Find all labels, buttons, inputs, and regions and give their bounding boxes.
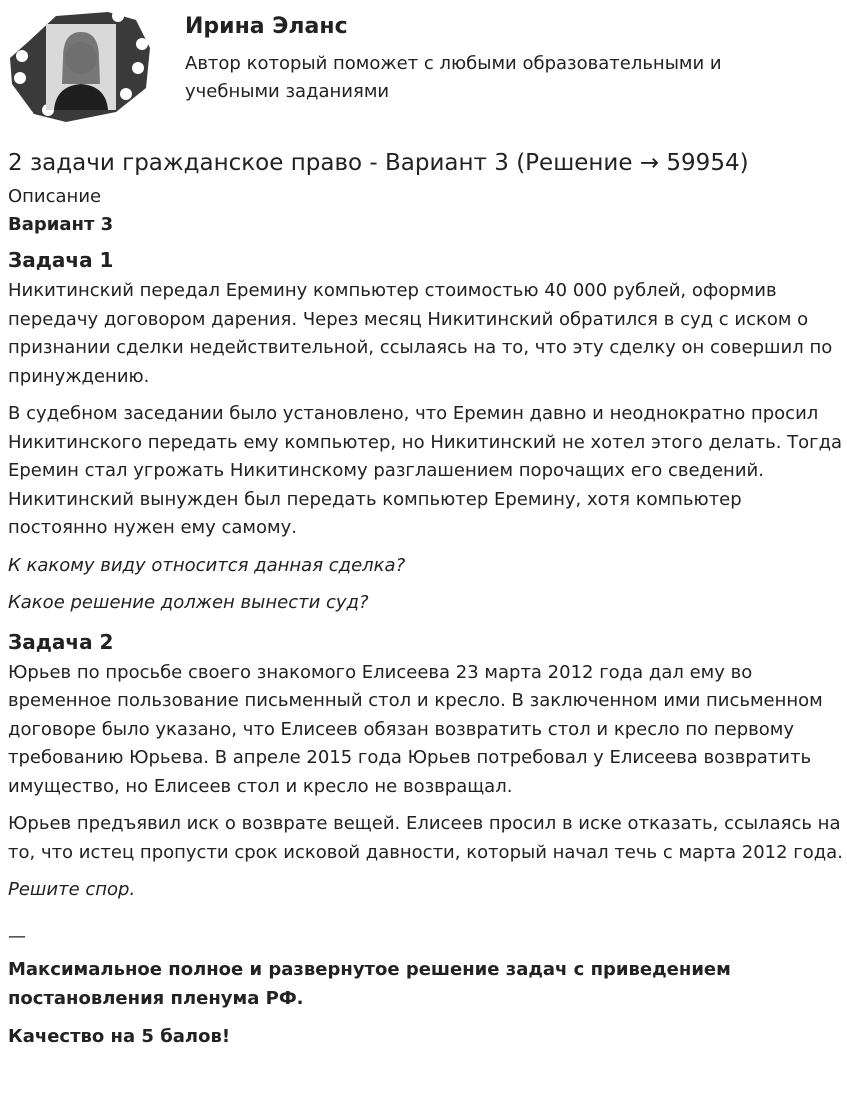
- task-2-question: Решите спор.: [8, 879, 136, 900]
- author-name[interactable]: Ирина Эланс: [185, 14, 348, 39]
- quality-note: Качество на 5 балов!: [8, 1025, 231, 1047]
- page-title: 2 задачи гражданское право - Вариант 3 (Решение → 59954): [8, 150, 749, 176]
- author-avatar-icon: [8, 6, 153, 126]
- solution-note: Максимальное полное и развернутое решение задач с приведением постановления пленума РФ.: [8, 958, 731, 1009]
- task-1-question: Какое решение должен вынести суд?: [8, 592, 369, 613]
- variant-label: Вариант 3: [8, 214, 114, 235]
- task-1-question: К какому виду относится данная сделка?: [8, 554, 406, 576]
- author-description: Автор который поможет с любыми образовательными и учебными заданиями: [185, 53, 722, 102]
- separator-dash: —: [8, 925, 26, 947]
- task-2-paragraph: Юрьев по просьбе своего знакомого Елисеева 23 марта 2012 года дал ему во временное пользование письменный стол и кресло. В заключенном ими письменном договоре было указано, что Елисеев обязан возвратить стол и кресло по первому требованию Юрьева. В апреле 2015 года Юрьев потребовал у Елисеева возвратить имущество, но Елисеев стол и кресло не возвращал.: [8, 661, 823, 797]
- author-block: [0, 0, 847, 135]
- task-1-paragraph: Никитинский передал Еремину компьютер стоимостью 40 000 рублей, оформив передачу договором дарения. Через месяц Никитинский обратился в суд с иском о признании сделки недействительной, ссылаясь на то, что эту сделку он совершил по принуждению.: [8, 280, 833, 387]
- task-2-heading: Задача 2: [8, 629, 114, 654]
- description-label: Описание: [8, 186, 102, 207]
- task-1-heading: Задача 1: [8, 248, 114, 272]
- task-2-paragraph: Юрьев предъявил иск о возврате вещей. Елисеев просил в иске отказать, ссылаясь на то, что истец пропусти срок исковой давности, который начал течь с марта 2012 года.: [8, 813, 843, 863]
- task-1-paragraph: В судебном заседании было установлено, что Еремин давно и неоднократно просил Никитинского передать ему компьютер, но Никитинский не хотел этого делать. Тогда Еремин стал угрожать Никитинскому разглашением порочащих его сведений. Никитинский вынужден был передать компьютер Еремину, хотя компьютер постоянно нужен ему самому.: [8, 403, 843, 538]
- main-content: [8, 145, 843, 1060]
